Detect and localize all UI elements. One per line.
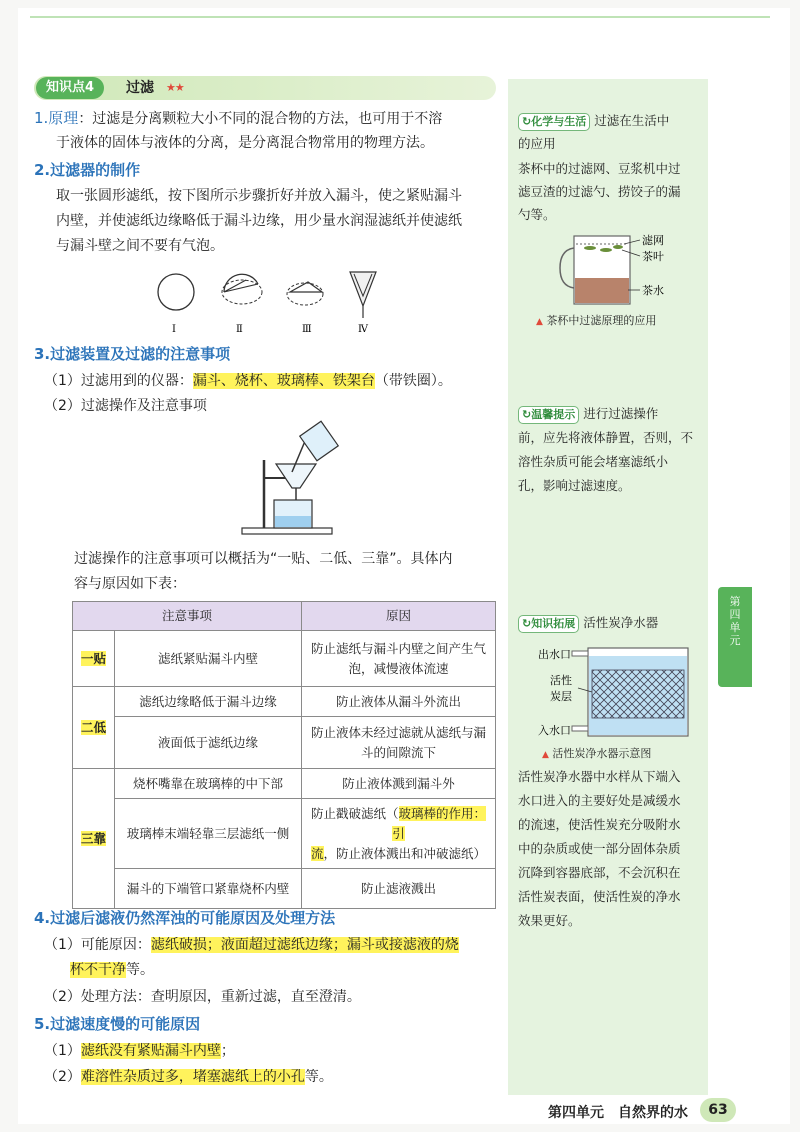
instruments-highlight: 漏斗、烧杯、玻璃棒、铁架台 [192,373,375,389]
tab-char-4: 元 [729,634,741,647]
ext-title: 活性炭净水器 [583,615,659,630]
slow-cause-1-highlight: 滤纸没有紧贴漏斗内壁 [80,1043,221,1059]
table-row [73,869,496,909]
turbid-cause-highlight-1: 滤纸破损；液面超过滤纸边缘；漏斗或接滤液的烧 [150,937,459,953]
table-row [73,631,496,687]
caption-triangle-icon: ▲ [536,317,543,327]
row5-reason-suffix: ，防止液体溅出和冲破滤纸） [323,845,487,861]
tip-text-2: 前，应先将液体静置，否则，不 [518,430,694,445]
tea-leaf-3 [613,245,623,249]
row5-item: 玻璃棒末端轻靠三层滤纸一侧 [115,799,302,869]
carbon-filter-figure [528,640,698,740]
group-label-2: 二低 [80,719,106,735]
ext-text-3: 的流速，使活性炭充分吸附水 [518,817,681,832]
slow-filter-heading: 5.过滤速度慢的可能原因 [34,1015,201,1033]
group-label-3: 三靠 [80,830,106,846]
col-header-notes: 注意事项 [73,602,302,631]
slow-cause-2-suffix: 等。 [304,1069,333,1085]
inlet-pipe [572,726,588,731]
cup-handle [560,248,574,288]
slow-cause-2-prefix: （2） [44,1069,81,1085]
tip-box-title [518,403,704,425]
turbid-heading: 4.过滤后滤液仍然浑浊的可能原因及处理方法 [34,909,336,927]
filter-paper-folding-figure [150,262,390,342]
label-net: 滤网 [642,234,664,247]
section-title: 过滤 [126,80,154,96]
carbon-caption [542,746,651,763]
ext-text-2: 水口进入的主要好处是减缓水 [518,793,681,808]
ext-box-title [518,612,704,634]
principle-text-2: 于液体的固体与液体的分离，是分离混合物常用的物理方法。 [56,135,434,151]
apparatus-heading: 3.过滤装置及过滤的注意事项 [34,345,231,363]
operation-line: （2）过滤操作及注意事项 [44,398,207,414]
filter-making-text-1: 取一张圆形滤纸，按下图所示步骤折好并放入漏斗，使之紧贴漏斗 [56,188,462,204]
label-outlet: 出水口 [538,648,571,661]
slow-cause-1 [44,1039,506,1063]
filtration-apparatus-figure [236,420,346,540]
row6-reason: 防止滤液溅出 [302,869,496,909]
row1-reason: 防止滤纸与漏斗内壁之间产生气泡，减慢液体流速 [302,631,496,687]
principle-text-1: ：过滤是分离颗粒大小不同的混合物的方法，也可用于不溶 [78,111,443,127]
row5-reason-highlight: 玻璃棒的作用：引流 [310,805,487,861]
tea-cup-figure [558,228,698,310]
filtrate [275,516,311,527]
tip-badge: ↻温馨提示 [518,406,579,424]
slow-cause-1-suffix: ； [220,1043,235,1059]
difficulty-stars: ★★ [166,81,184,94]
life-text-1: 茶杯中的过滤网、豆浆机中过 [518,161,681,176]
unit-edge-tab [718,587,752,687]
ext-text-1: 活性炭净水器中水样从下端入 [518,769,681,784]
group-label-1: 一贴 [80,650,106,666]
circle-paper-shape [158,274,194,310]
life-title-1: 过滤在生活中 [594,113,670,128]
principle-paragraph [34,106,504,131]
label-water: 茶水 [642,284,664,297]
table-header-row [73,602,496,631]
row2-reason: 防止液体从漏斗外流出 [302,687,496,717]
instruments-line [44,369,504,393]
tip-badge-text: 温馨提示 [531,408,576,421]
tip-text-3: 溶性杂质可能会堵塞滤纸小 [518,454,669,469]
life-text-3: 勺等。 [518,207,556,222]
filter-making-text-3: 与漏斗壁之间不要有气泡。 [56,238,224,254]
turbid-treatment-line: （2）处理方法：查明原因，重新过滤，直至澄清。 [44,989,361,1005]
tab-char-2: 四 [729,608,741,621]
row2-item: 滤纸边缘略低于漏斗边缘 [115,687,302,717]
instruments-suffix: （带铁圈）。 [374,373,452,389]
tab-char-1: 第 [729,595,741,608]
outlet-pipe [572,651,588,656]
principle-heading: 1.原理 [34,109,79,127]
caption-triangle-icon: ▲ [542,750,549,760]
ext-text-6: 活性炭表面，使活性炭的净水 [518,889,681,904]
turbid-cause-prefix: （1）可能原因： [44,937,151,953]
row5-reason [302,799,496,869]
tea-leaf-2 [600,248,612,252]
tea-caption-text: 茶杯中过滤原理的应用 [546,314,657,327]
ext-badge-text: 知识拓展 [531,617,576,630]
life-title-2: 的应用 [518,136,556,151]
ext-text-5: 沉降到容器底部，不会沉积在 [518,865,681,880]
ext-text-4: 中的杂质或使一部分固体杂质 [518,841,681,856]
fig-label-3: Ⅲ [302,324,312,335]
stand-base [242,528,332,534]
table-row [73,687,496,717]
table-intro-2: 容与原因如下表： [74,576,186,592]
tip-text-4: 孔，影响过滤速度。 [518,478,631,493]
ext-text-7: 效果更好。 [518,913,581,928]
table-row [73,799,496,869]
tab-char-3: 单 [729,621,741,634]
table-intro-1: 过滤操作的注意事项可以概括为“一贴、二低、三靠”。具体内 [74,551,453,567]
carbon-caption-text: 活性炭净水器示意图 [552,747,652,760]
quarter-fold-solid [290,282,322,292]
turbid-cause-line-1 [44,933,506,957]
filtration-notes-table [72,601,496,909]
half-fold-dashed [222,280,262,304]
row4-reason: 防止液体溅到漏斗外 [302,769,496,799]
life-badge: ↻化学与生活 [518,113,590,131]
knowledge-point-tag: 知识点4 [36,77,104,99]
fig-label-4: Ⅳ [358,324,368,335]
fig-label-2: Ⅱ [236,324,243,335]
turbid-cause-line-2 [70,958,500,982]
carbon-layer [592,670,684,718]
quarter-fold-dashed [287,283,323,305]
slow-cause-2 [44,1065,506,1089]
label-carbon-2: 炭层 [550,690,572,703]
tea-caption [536,313,656,330]
col-header-reason: 原因 [302,602,496,631]
table-row [73,717,496,769]
row5-reason-prefix: 防止戳破滤纸（ [310,805,399,821]
instruments-prefix: （1）过滤用到的仪器： [44,373,193,389]
filter-making-text-2: 内壁，并使滤纸边缘略低于漏斗边缘，用少量水润湿滤纸并使滤纸 [56,213,462,229]
filter-making-heading: 2.过滤器的制作 [34,161,141,179]
row3-item: 液面低于滤纸边缘 [115,717,302,769]
row1-item: 滤纸紧贴漏斗内壁 [115,631,302,687]
group-cell-2 [73,687,115,769]
group-cell-3 [73,769,115,909]
life-badge-text: 化学与生活 [531,115,587,128]
group-cell-1 [73,631,115,687]
row6-item: 漏斗的下端管口紧靠烧杯内壁 [115,869,302,909]
top-rule [30,16,770,18]
tip-text-1: 进行过滤操作 [583,406,659,421]
funnel-shape [350,272,376,306]
fig-label-1: Ⅰ [172,324,176,335]
row4-item: 烧杯嘴靠在玻璃棒的中下部 [115,769,302,799]
page-number: 63 [700,1098,736,1122]
slow-cause-2-highlight: 难溶性杂质过多，堵塞滤纸上的小孔 [80,1069,305,1085]
row3-reason: 防止液体未经过滤就从滤纸与漏斗的间隙流下 [302,717,496,769]
pouring-beaker [300,421,339,460]
funnel [276,464,316,488]
label-carbon-1: 活性 [550,674,572,687]
turbid-cause-suffix: 等。 [126,962,154,978]
table-row [73,769,496,799]
life-text-2: 滤豆渣的过滤勺、捞饺子的漏 [518,184,681,199]
ext-badge: ↻知识拓展 [518,615,579,633]
footer-unit-title: 第四单元 自然界的水 [548,1105,688,1121]
life-box-title [518,110,704,132]
slow-cause-1-prefix: （1） [44,1043,81,1059]
turbid-cause-highlight-2: 杯不干净 [70,962,126,978]
tea-leaf-1 [584,246,596,250]
tea-water [575,278,629,303]
label-inlet: 入水口 [538,724,571,737]
label-leaf: 茶叶 [642,250,664,263]
